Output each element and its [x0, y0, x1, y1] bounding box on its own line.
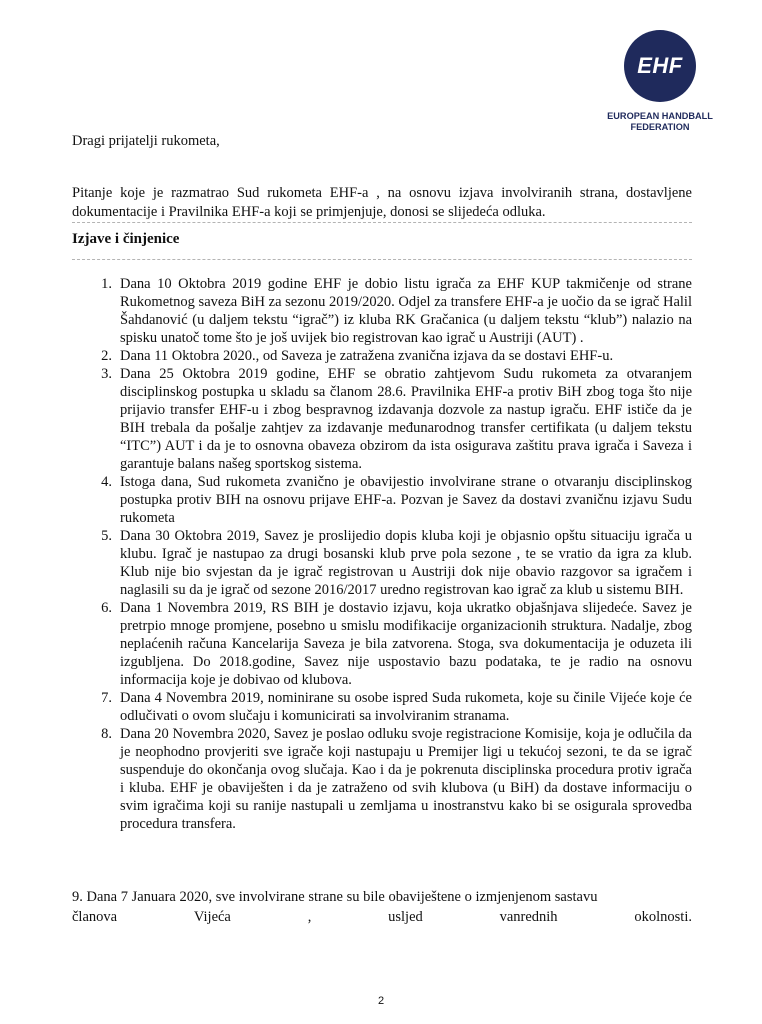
item-9-word: vanrednih — [499, 909, 558, 925]
list-item-text: Dana 10 Oktobra 2019 godine EHF je dobio listu igrača za EHF KUP takmičenje od strane Rukometnog saveza BiH za sezonu 2019/2020. Odjel za transfere EHF-a je uočio da se igrač Halil Šahdanović (u daljem tekstu “igrač”) iz kluba RK Gračanica (u daljem tekstu “klub”) nalazio na spisku unatoč tome što je još uvijek bio registrovan kao igrač u Austriji (AUT) . — [120, 276, 692, 346]
item-9-word: Vijeća — [193, 909, 231, 925]
page-number: 2 — [377, 995, 385, 1007]
ehf-logo-emblem — [624, 30, 696, 102]
list-item-text: Dana 25 Oktobra 2019 godine, EHF se obratio zahtjevom Sudu rukometa za otvaranjem disciplinskog postupka u skladu sa članom 28.6. Pravilnika EHF-a protiv BiH zbog toga što nije prijavio transfer EHF-u i zbog bespravnog izdavanja dozvole za nastup igraču. EHF ističe da je BIH trebala da pošalje zahtjev za izdavanje međunarodnog transfer certifikata (u daljem tekstu “ITC”) AUT i da je to osnovna obaveza obzirom da ista osigurava zaštitu prava igrača i Saveza i garantuje balans našeg sportskog sistema. — [120, 366, 692, 472]
list-item-text: Dana 20 Novembra 2020, Savez je poslao odluku svoje registracione Komisije, koja je odlučila da je neophodno provjeriti sve igrače koji nastupaju u Premijer ligi u tekućoj sezoni, te da se igrač suspenduje do okončanja ovog slučaja. Kao i da je pokrenuta disciplinska procedura protiv igrača i kluba. EHF je obaviješten i da je zatraženo od svih klubova (u BiH) da dostave informaciju o svim igračima koji su ranije nastupali u zemljama u inostranstvu kako bi se osigurala sprovedba procedura transfera. — [120, 726, 692, 832]
list-item — [90, 275, 692, 347]
list-item-number: 3. — [101, 366, 112, 382]
item-9-paragraph — [72, 887, 692, 927]
list-item-text: Dana 11 Oktobra 2020., od Saveza je zatražena zvanična izjava da se dostavi EHF-u. — [120, 348, 614, 364]
ehf-logo — [578, 30, 738, 130]
list-item-number: 7. — [101, 690, 112, 706]
list-item — [90, 527, 692, 599]
facts-list — [90, 275, 692, 833]
item-9-word: članova — [72, 909, 118, 925]
ehf-logo-mark: EHF — [637, 53, 683, 78]
list-item-text: Dana 4 Novembra 2019, nominirane su osobe ispred Suda rukometa, koje su činile Vijeće koje će odlučivati o ovom slučaju i komunicirati sa involviranim stranama. — [120, 690, 692, 724]
ehf-logo-line1: EUROPEAN HANDBALL — [607, 111, 713, 121]
list-item-number: 2. — [101, 348, 112, 364]
list-item-number: 5. — [101, 528, 112, 544]
list-item-number: 6. — [101, 600, 112, 616]
list-item-text: Dana 30 Oktobra 2019, Savez je proslijedio dopis kluba koji je objasnio opštu situaciju igrača u klubu. Igrač je nastupao za drugi bosanski klub prve pola sezone , te se vratio da igra za klub. Klub nije bio svjestan da je igrač registrovan u Austriji dok nije obavio razgovor sa igračem i naglasili su da je igrač od sezone 2016/2017 uredno registrovan kao igrač za klub u sistemu BIH. — [120, 528, 692, 598]
list-item-number: 4. — [101, 474, 112, 490]
intro-paragraph: Pitanje koje je razmatrao Sud rukometa EHF-a , na osnovu izjava involviranih strana, dostavljene dokumentacije i Pravilnika EHF-a koji se primjenjuje, donosi se slijedeća odluka. — [72, 185, 692, 220]
greeting: Dragi prijatelji rukometa, — [72, 133, 220, 149]
divider-bottom — [72, 259, 692, 260]
list-item — [90, 725, 692, 833]
list-item-number: 1. — [101, 276, 112, 292]
item-9-line2 — [72, 907, 692, 927]
item-9-word: , — [307, 909, 312, 925]
ehf-logo-line2: FEDERATION — [630, 122, 690, 132]
item-9-word: okolnosti. — [634, 909, 692, 925]
divider-top — [72, 222, 692, 223]
list-item-text: Dana 1 Novembra 2019, RS BIH je dostavio izjavu, koja ukratko objašnjava slijedeće. Savez je pretrpio mnoge promjene, posebno u smislu modifikacije organizacionih struktura. Nadalje, zbog neplaćenih računa Kancelarija Saveza je bila zatvorena. Stoga, sva dokumentacija je oduzeta ili izgubljena. Do 2018.godine, Savez nije uspostavio bazu podataka, te je radio na osnovu informacija koje je dobivao od klubova. — [120, 600, 692, 688]
list-item-number: 8. — [101, 726, 112, 742]
list-item-text: Istoga dana, Sud rukometa zvanično je obavijestio involvirane strane o otvaranju disciplinskog postupka protiv BIH na osnovu prijave EHF-a. Pozvan je Savez da dostavi zvaničnu izjavu Sudu rukometa — [120, 474, 692, 526]
ehf-logo-text — [578, 111, 742, 133]
list-item — [90, 473, 692, 527]
item-9-word: usljed — [388, 909, 423, 925]
list-item — [90, 599, 692, 689]
item-9-line1: 9. Dana 7 Januara 2020, sve involvirane strane su bile obaviještene o izmjenjenom sastavu — [72, 889, 598, 905]
list-item — [90, 347, 692, 365]
list-item — [90, 365, 692, 473]
section-heading: Izjave i činjenice — [72, 231, 180, 247]
list-item — [90, 689, 692, 725]
